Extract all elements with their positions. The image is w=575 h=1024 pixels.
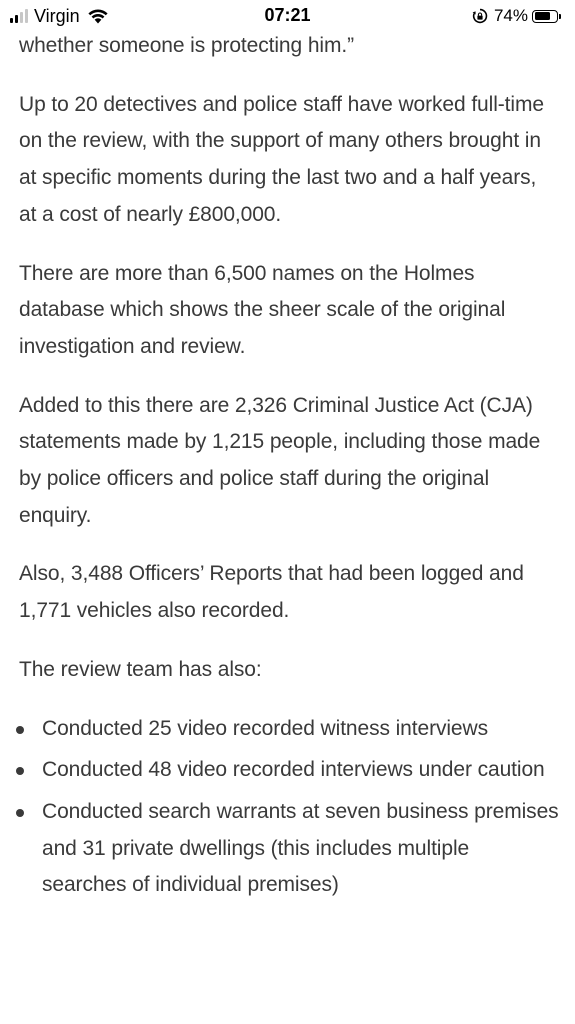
bullet-icon [16, 809, 24, 817]
bullet-icon [16, 726, 24, 734]
list-item-text: Conducted 25 video recorded witness interviews [42, 716, 488, 740]
status-bar [0, 0, 575, 34]
battery-fill [535, 12, 551, 20]
status-time: 07:21 [264, 5, 311, 25]
article-paragraph: The review team has also: [19, 657, 262, 681]
status-bar-right [472, 4, 561, 28]
article-paragraph: Added to this there are 2,326 Criminal Justice Act (CJA) statements made by 1,215 people, including those made by police officers and police staff during the original enquiry. [19, 393, 541, 527]
bullet-icon [16, 767, 24, 775]
list-item [19, 711, 559, 748]
battery-percent: 74% [493, 6, 528, 25]
battery-nub [559, 14, 561, 19]
article-paragraph: Up to 20 detectives and police staff have worked full-time on the review, with the support of many others brought in at specific moments during the last two and a half years, at a cost of nearly £800,000. [19, 92, 544, 226]
article-paragraph: There are more than 6,500 names on the Holmes database which shows the sheer scale of the original investigation and review. [19, 261, 506, 358]
orientation-lock-icon [472, 8, 488, 24]
list-item [19, 794, 559, 904]
list-item-text: Conducted 48 video recorded interviews under caution [42, 758, 545, 782]
review-actions-list [19, 711, 559, 905]
article-body [19, 28, 559, 909]
list-item [19, 752, 559, 789]
article-paragraph: Also, 3,488 Officers’ Reports that had been logged and 1,771 vehicles also recorded. [19, 562, 524, 623]
list-item-text: Conducted search warrants at seven business premises and 31 private dwellings (this includes multiple searches of individual premises) [42, 799, 559, 897]
article-paragraph: whether someone is protecting him.” [19, 34, 354, 57]
battery-icon [532, 10, 558, 23]
carrier-name: Virgin [34, 5, 80, 26]
